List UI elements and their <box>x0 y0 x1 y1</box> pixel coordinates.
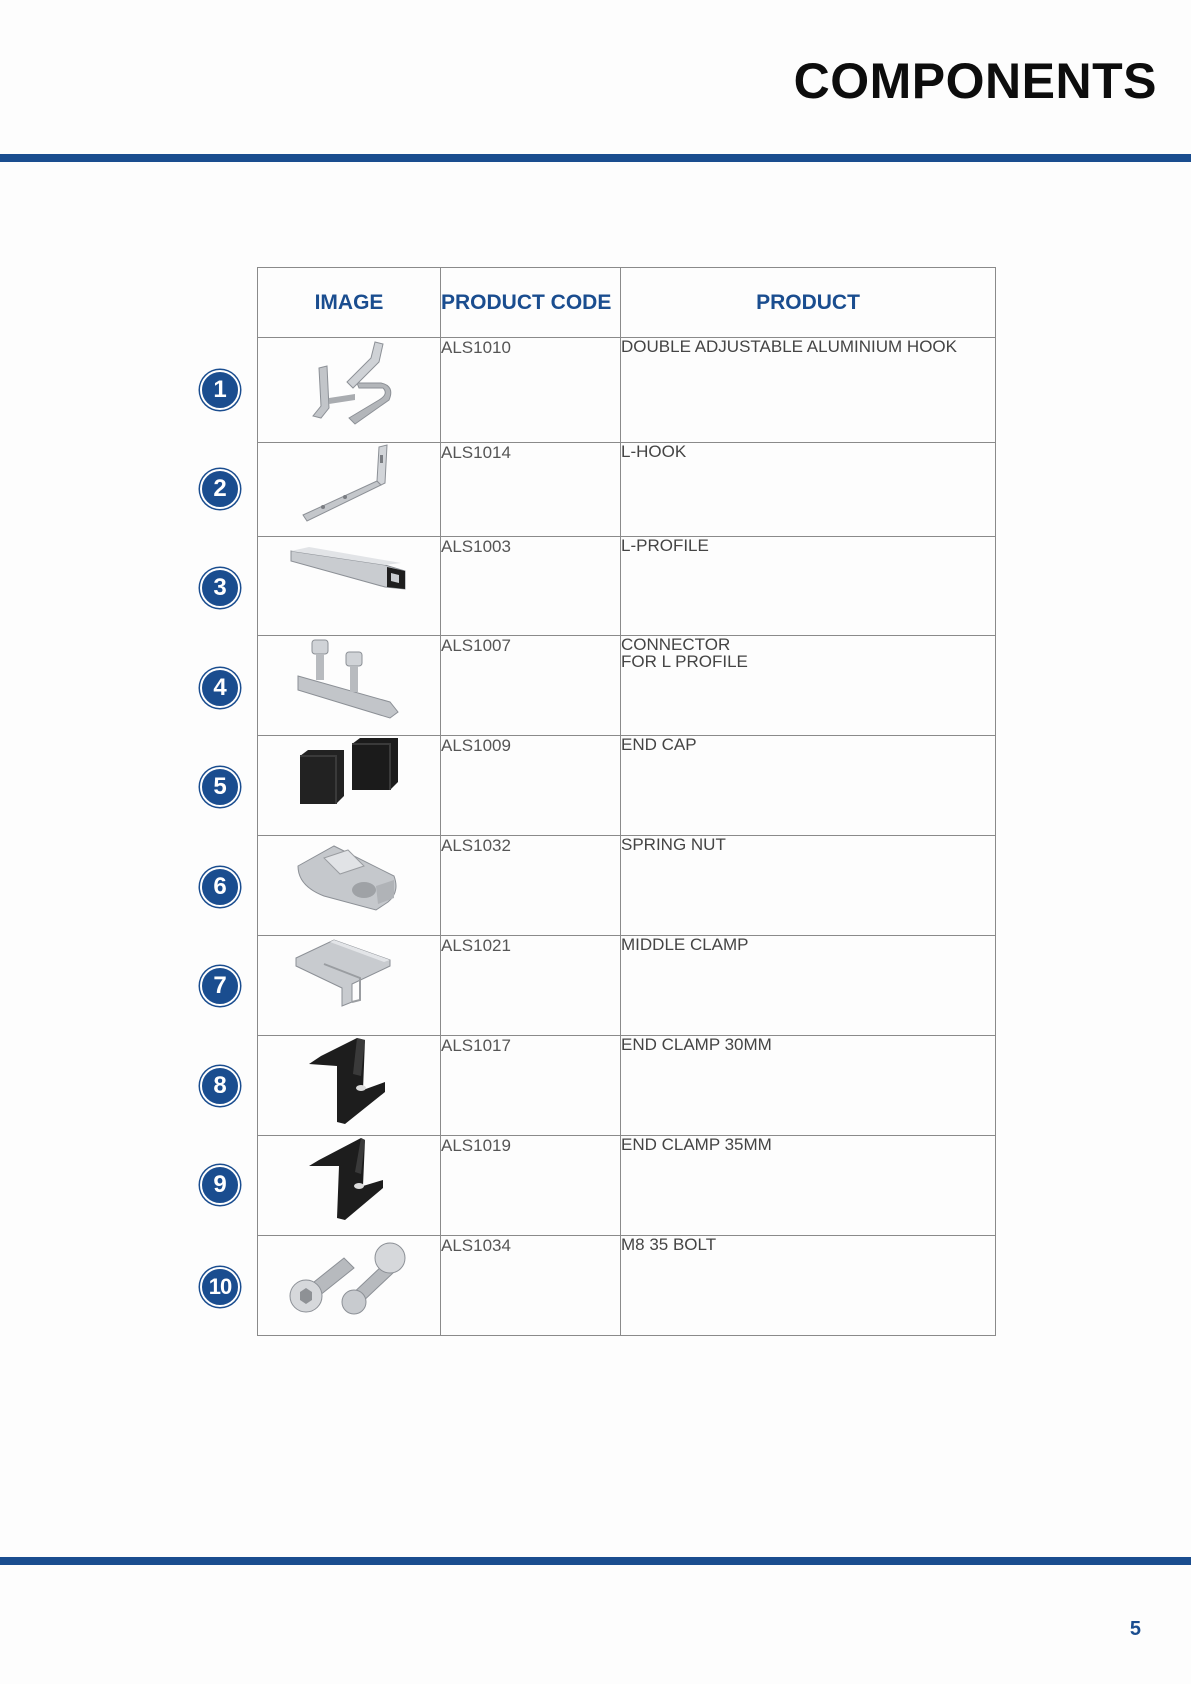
l-hook-icon <box>299 443 399 523</box>
end-cap-icon <box>294 736 404 808</box>
row-number-badge: 7 <box>200 966 240 1006</box>
end-clamp-icon <box>299 1036 399 1130</box>
product-name: M8 35 BOLT <box>621 1236 996 1336</box>
product-code: ALS1034 <box>441 1236 621 1336</box>
end-clamp-icon <box>299 1136 399 1226</box>
table-row <box>258 1236 996 1336</box>
header-product-code: PRODUCT CODE <box>441 268 621 338</box>
product-image <box>258 836 441 936</box>
row-number-badge: 5 <box>200 767 240 807</box>
product-code: ALS1007 <box>441 636 621 736</box>
product-code: ALS1003 <box>441 537 621 636</box>
spring-nut-icon <box>294 836 404 916</box>
table-row <box>258 338 996 443</box>
row-number-badge: 8 <box>200 1066 240 1106</box>
product-name: DOUBLE ADJUSTABLE ALUMINIUM HOOK <box>621 338 996 443</box>
product-image <box>258 1136 441 1236</box>
product-code: ALS1021 <box>441 936 621 1036</box>
row-number-badge: 2 <box>200 469 240 509</box>
product-name: CONNECTOR FOR L PROFILE <box>621 636 996 736</box>
double-hook-icon <box>299 338 399 428</box>
row-number-badge: 9 <box>200 1165 240 1205</box>
table-row <box>258 537 996 636</box>
product-image <box>258 936 441 1036</box>
table-row <box>258 836 996 936</box>
product-code: ALS1017 <box>441 1036 621 1136</box>
product-code: ALS1014 <box>441 443 621 537</box>
row-number-badge: 3 <box>200 568 240 608</box>
product-image <box>258 636 441 736</box>
product-image <box>258 443 441 537</box>
product-image <box>258 1236 441 1336</box>
product-name: MIDDLE CLAMP <box>621 936 996 1036</box>
table-header-row <box>258 268 996 338</box>
product-code: ALS1032 <box>441 836 621 936</box>
product-image <box>258 537 441 636</box>
table-row <box>258 636 996 736</box>
table-row <box>258 1036 996 1136</box>
page-number: 5 <box>1129 1618 1141 1640</box>
row-number-badge: 4 <box>200 668 240 708</box>
row-number-badge: 1 <box>200 370 240 410</box>
middle-clamp-icon <box>294 936 404 1008</box>
product-code: ALS1009 <box>441 736 621 836</box>
product-image <box>258 338 441 443</box>
table-row <box>258 1136 996 1236</box>
product-name: L-HOOK <box>621 443 996 537</box>
bottom-divider <box>0 1557 1191 1565</box>
product-code: ALS1010 <box>441 338 621 443</box>
bolt-icon <box>284 1236 414 1316</box>
components-table <box>257 267 996 1336</box>
header-product: PRODUCT <box>621 268 996 338</box>
connector-icon <box>294 636 404 722</box>
row-number-badge: 6 <box>200 867 240 907</box>
top-divider <box>0 154 1191 162</box>
table-row <box>258 736 996 836</box>
table-row <box>258 936 996 1036</box>
product-image <box>258 1036 441 1136</box>
table-row <box>258 443 996 537</box>
product-name: END CLAMP 35MM <box>621 1136 996 1236</box>
product-image <box>258 736 441 836</box>
product-name: END CLAMP 30MM <box>621 1036 996 1136</box>
page-title: COMPONENTS <box>793 53 1157 109</box>
product-name: SPRING NUT <box>621 836 996 936</box>
product-code: ALS1019 <box>441 1136 621 1236</box>
header-image: IMAGE <box>258 268 441 338</box>
row-number-badge: 10 <box>200 1267 240 1307</box>
product-name: END CAP <box>621 736 996 836</box>
l-profile-icon <box>289 537 409 597</box>
product-name: L-PROFILE <box>621 537 996 636</box>
